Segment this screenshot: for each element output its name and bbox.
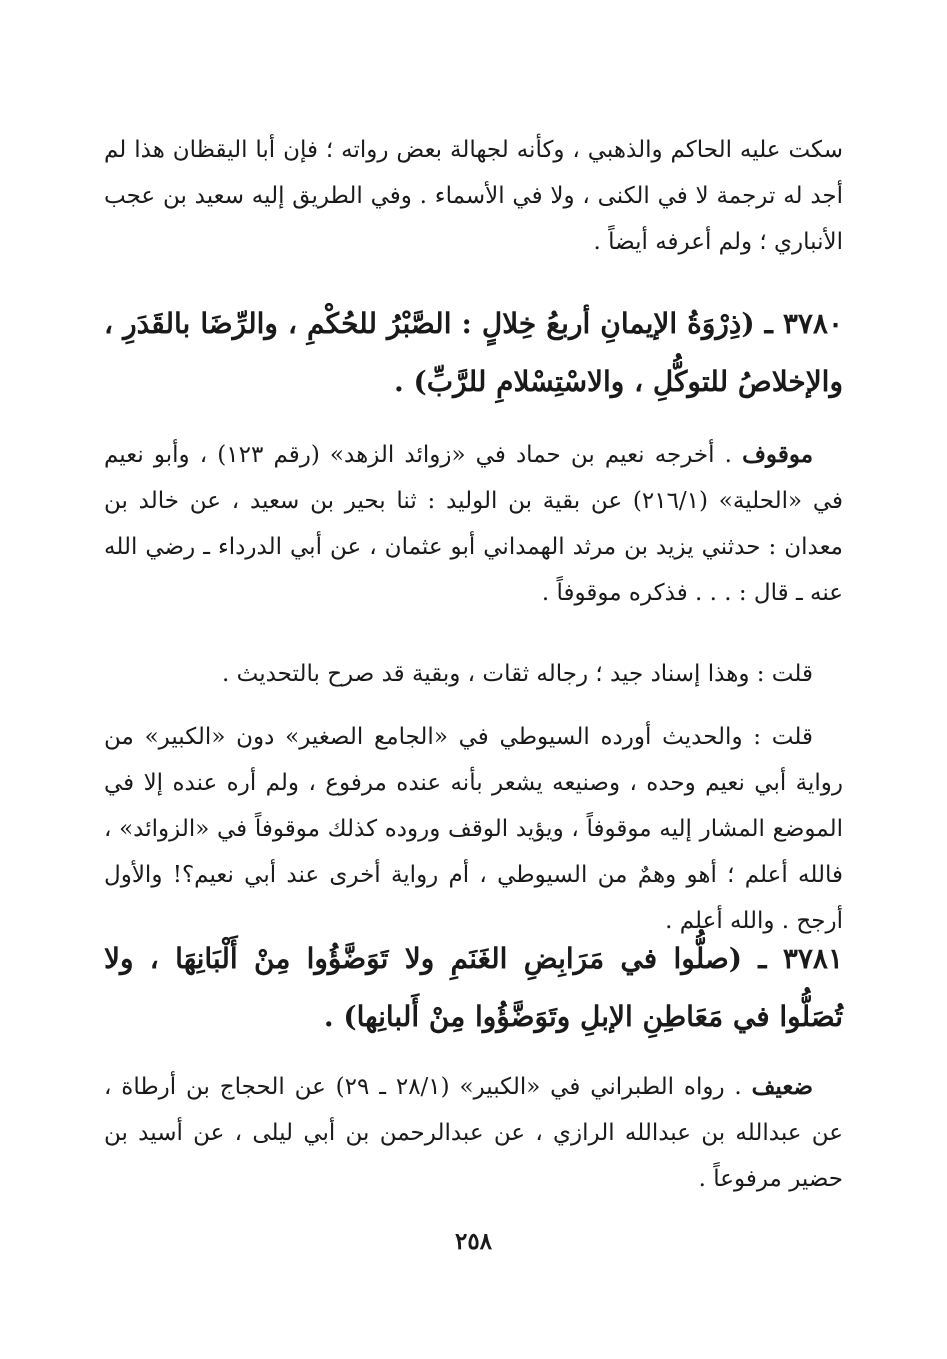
- grade-label: ضعيف: [751, 1073, 813, 1100]
- hadith-3781: [104, 930, 843, 1046]
- paragraph-comment-1: [104, 651, 843, 697]
- paragraph-text: [104, 432, 843, 616]
- hadith-text: ٣٧٨١ ـ (صلُّوا في مَرَابِضِ الغَنَمِ ولا تَوَضَّؤُوا مِنْ أَلْبَانِهَا ، ولا تُصَلُّوا في مَعَاطِنِ الإبلِ وتَوَضَّؤُوا مِنْ أَلبانِها) .: [104, 942, 843, 1033]
- paragraph-text: قلت : وهذا إسناد جيد ؛ رجاله ثقات ، وبقية قد صرح بالتحديث .: [222, 661, 813, 687]
- paragraph-comment-2: [104, 714, 843, 944]
- paragraph-text: سكت عليه الحاكم والذهبي ، وكأنه لجهالة بعض رواته ؛ فإن أبا اليقظان هذا لم أجد له ترجمة لا في الكنى ، ولا في الأسماء . وفي الطريق إليه سعيد بن عجب الأنباري ؛ ولم أعرفه أيضاً .: [104, 137, 843, 255]
- grade-label: موقوف: [742, 441, 814, 468]
- paragraph-text: [104, 1064, 843, 1202]
- hadith-3780: [104, 295, 843, 411]
- paragraph-takhrij-3781: [104, 1064, 843, 1202]
- paragraph-takhrij-3780: [104, 432, 843, 616]
- paragraph-text: قلت : والحديث أورده السيوطي في «الجامع الصغير» دون «الكبير» من رواية أبي نعيم وحده ، وصنيعه يشعر بأنه عنده مرفوع ، ولم أره عنده إلا في الموضع المشار إليه موقوفاً ، ويؤيد الوقف وروده كذلك موقوفاً في «الزوائد» ، فالله أعلم ؛ أهو وهمٌ من السيوطي ، أم رواية أخرى عند أبي نعيم؟! والأول أرجح . والله أعلم .: [104, 724, 843, 934]
- paragraph-body: . رواه الطبراني في «الكبير» (٢٨/١ ـ ٢٩) عن الحجاج بن أرطاة ، عن عبدالله بن عبدالله الرازي ، عن عبدالرحمن بن أبي ليلى ، عن أسيد بن حضير مرفوعاً .: [104, 1074, 843, 1192]
- paragraph-body: . أخرجه نعيم بن حماد في «زوائد الزهد» (رقم ١٢٣) ، وأبو نعيم في «الحلية» (٢١٦/١) عن بقية بن الوليد : ثنا بحير بن سعيد ، عن خالد بن معدان : حدثني يزيد بن مرثد الهمداني أبو عثمان ، عن أبي الدرداء ـ رضي الله عنه ـ قال : . . . فذكره موقوفاً .: [104, 442, 843, 606]
- paragraph-continuation: [104, 127, 843, 265]
- page-number: ٢٥٨: [454, 1228, 493, 1255]
- hadith-text: ٣٧٨٠ ـ (ذِرْوَةُ الإيمانِ أربعُ خِلالٍ : الصَّبْرُ للحُكْمِ ، والرِّضَا بالقَدَرِ ، والإخلاصُ للتوكُّلِ ، والاسْتِسْلامِ للرَّبِّ) .: [104, 307, 843, 398]
